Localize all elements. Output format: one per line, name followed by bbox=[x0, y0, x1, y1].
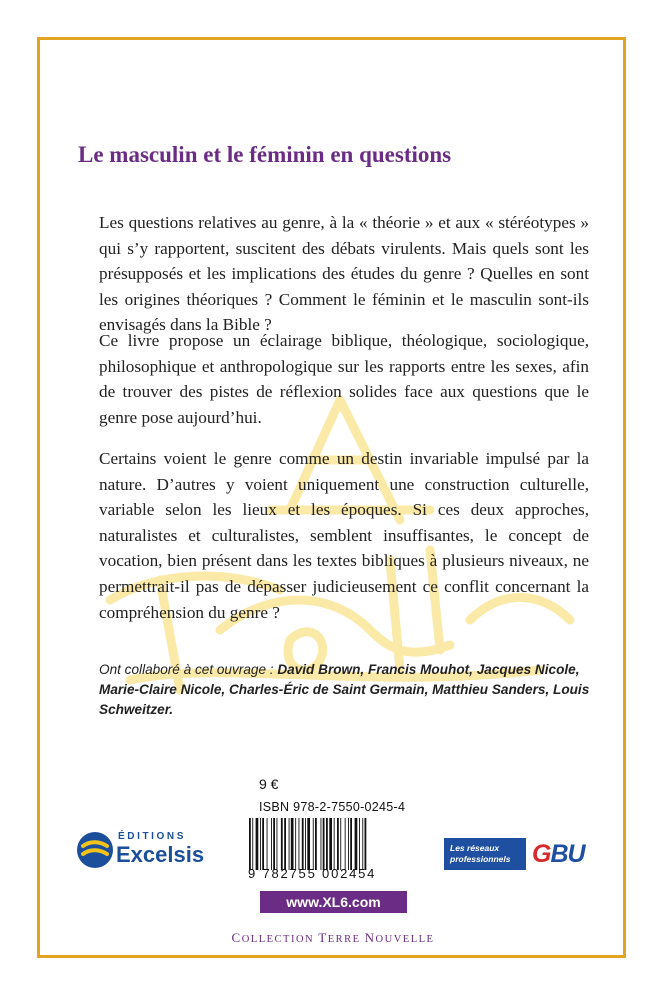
barcode-digits: 9 782755 002454 bbox=[248, 866, 377, 881]
partner-network-box bbox=[444, 838, 526, 870]
contributors-credits bbox=[99, 660, 594, 720]
partner-line1: Les réseaux bbox=[450, 843, 500, 853]
barcode bbox=[247, 818, 407, 870]
publisher-logo bbox=[75, 826, 225, 872]
credits-names: David Brown, Francis Mouhot, Jacques Nicole, Marie-Claire Nicole, Charles-Éric de Saint Germain, Matthieu Sanders, Louis Schweitzer. bbox=[99, 662, 590, 717]
partner-line2: professionnels bbox=[450, 854, 511, 864]
page-title: Le masculin et le féminin en questions bbox=[78, 142, 452, 167]
publisher-editions: ÉDITIONS bbox=[118, 831, 187, 842]
excelsis-swirl-icon bbox=[75, 830, 115, 870]
website-link[interactable]: www.XL6.com bbox=[260, 891, 407, 913]
publisher-name: Excelsis bbox=[116, 842, 205, 867]
collection-name: COLLECTION TERRE NOUVELLE bbox=[231, 930, 435, 945]
partner-gbu-wordmark: GBU bbox=[532, 840, 585, 868]
credits-intro: Ont collaboré à cet ouvrage : bbox=[99, 662, 278, 677]
partner-logo bbox=[444, 838, 594, 872]
paragraph-purpose: Ce livre propose un éclairage biblique, théologique, sociologique, philosophique et anthropologique sur les rapports entre les sexes, afin de trouver des pistes de réflexion solides face aux questions que le genre pose aujourd’hui. bbox=[99, 331, 589, 427]
paragraph-intro: Les questions relatives au genre, à la « théorie » et aux « stéréotypes » qui s’y rapportent, suscitent des débats virulents. Mais quels sont les présupposés et les implications des études du genre ? Quelles en sont les origines théoriques ? Comment le féminin et le masculin sont-ils envisagés dans la Bible ? bbox=[99, 213, 589, 335]
price: 9 € bbox=[259, 776, 279, 792]
isbn: ISBN 978-2-7550-0245-4 bbox=[259, 800, 406, 814]
paragraph-debate: Certains voient le genre comme un destin invariable impulsé par la nature. D’autres y voient uniquement une construction culturelle, variable selon les lieux et les époques. Si ces deux approches, naturalistes et culturalistes, semblent insuffisantes, le concept de vocation, bien présent dans les textes bibliques à plusieurs niveaux, ne permettrait-il pas de dépasser judicieusement ce conflit concernant la compréhension du genre ? bbox=[99, 449, 589, 622]
